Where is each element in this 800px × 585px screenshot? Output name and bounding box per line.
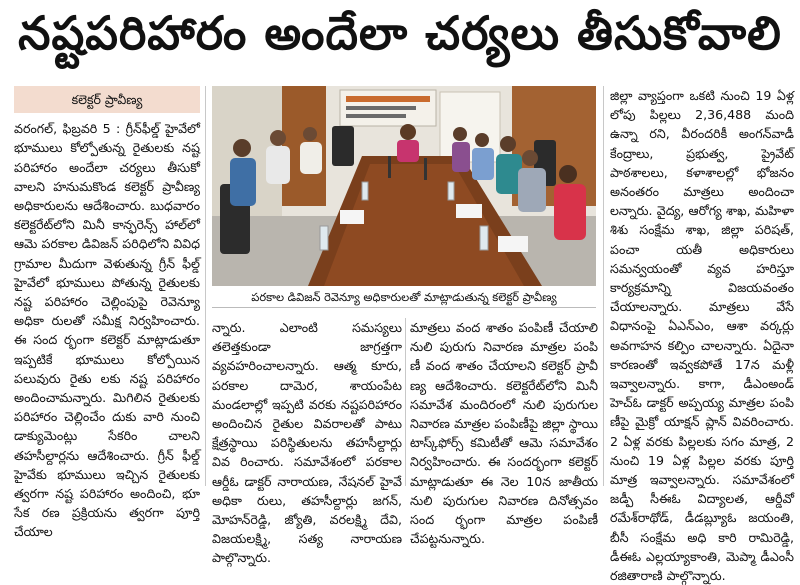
byline: కలెక్టర్ ప్రావీణ్య	[14, 86, 200, 113]
meeting-photo-illustration	[212, 86, 596, 286]
headline: నష్టపరిహారం అందేలా చర్యలు తీసుకోవాలి	[18, 6, 782, 60]
meeting-photo	[212, 86, 596, 286]
article-text: వరంగల్, ఫిబ్రవరి 5 : గ్రీన్‌ఫీల్డ్ హైవేలో భూములు కోల్పోతున్న రైతులకు నష్ట పరిహారం అందేలా చర్యలు తీసుకో వాలని హనుమకొండ కలెక్టర్ ప్రావీణ్య అధికారులను ఆదేశించారు. బుధవారం కలెక్టరేట్‌లోని మినీ కాన్ఫరెన్స్ హాల్‌లో ఆమె పరకాల డివిజన్ పరిధిలోని వివిధ గ్రామాల మీదుగా వెళుతున్న గ్రీన్ ఫీల్డ్ హైవేలో భూములు పోతున్న రైతులకు నష్ట పరిహారం చెల్లింపుపై రెవెన్యూ అధికా రులతో సమీక్ష నిర్వహించారు. ఈ సంద ర్భంగా కలెక్టర్ మాట్లాడుతూ ఇప్పటికే భూములు కోల్పోయిన పలువురు రైతు లకు నష్ట పరిహారం అందించామన్నారు. మిగిలిన రైతులకు పరిహారం చెల్లించేం దుకు వారి నుంచి డాక్యుమెంట్లు సేకరిం చాలని తహసీల్దార్లను ఆదేశించారు. గ్రీన్ ఫీల్డ్ హైవేకు భూములు ఇచ్చిన రైతులకు త్వరగా నష్ట పరిహారం అందించి, భూ సేక రణ ప్రక్రియను త్వరగా పూర్తి చేయాల	[14, 121, 200, 540]
photo-caption: పరకాల డివిజన్ రెవెన్యూ అధికారులతో మాట్లాడుతున్న కలెక్టర్ ప్రావీణ్య	[212, 288, 596, 308]
article-column-1	[14, 86, 200, 540]
article-text: మాత్రలు వంద శాతం పంపిణీ చేయాలి నులి పురుగు నివారణ మాత్రల పంపి ణీ వంద శాతం చేయాలని కలెక్టర్ ప్రావీ ణ్య ఆదేశించారు. కలెక్టరేట్‌లోని మినీ సమావేశ మందిరంలో నులి పురుగుల నివారణ మాత్రల పంపిణీపై జిల్లా స్థాయి టాస్క్‌ఫోర్స్ కమిటీతో ఆమె సమావేశం నిర్వహించారు. ఈ సందర్భంగా కలెక్టర్ మాట్లాడుతూ ఈ నెల 10న జాతీయ నులి పురుగుల నివారణ దినోత్సవం సంద ర్భంగా మాత్రల పంపిణీ చేపట్టనున్నారు.	[410, 320, 598, 547]
article-column-2	[212, 318, 402, 566]
column-rule	[603, 86, 604, 486]
article-text: జిల్లా వ్యాప్తంగా ఒకటి నుంచి 19 ఏళ్ల లోపు పిల్లలు 2,36,488 మంది ఉన్నా రని, వీరందరికీ అంగన్‌వాడీ కేంద్రాలు, ప్రభుత్వ, ప్రైవేట్ పాఠశాలలు, కళాశాలల్లో భోజనం అనంతరం మాత్రలు అందించా లన్నారు. వైద్య, ఆరోగ్య శాఖ, మహిళా శిశు సంక్షేమ శాఖ, జిల్లా పరిషత్, పంచా యతీ అధికారులు సమన్వయంతో వ్యవ హరిస్తూ కార్యక్రమాన్ని విజయవంతం చేయాలన్నారు. మాత్రలు వేసే విధానంపై ఏఎన్ఎం, ఆశా వర్కర్లు అవగాహన కల్పిం చాలన్నారు. ఏదైనా కారణంతో ఇవ్వకపోతే 17న మళ్లీ ఇవ్వాలన్నారు. కాగా, డీఎంఅండ్ హెచ్‌ఓ డాక్టర్ అప్పయ్య మాత్రల పంపి ణీపై మైక్రో యాక్షన్ ప్లాన్ వివరించారు. 2 ఏళ్ల వరకు పిల్లలకు సగం మాత్ర, 2 నుంచి 19 ఏళ్ల పిల్లల వరకు పూర్తి మాత్ర ఇవ్వాలన్నారు. సమావేశంలో జడ్పీ సీఈఓ విద్యాలత, ఆర్డీవో రమేశ్‌రాథోడ్, డీడబ్ల్యూఓ జయంతి, బీసీ సంక్షేమ అధి కారి రామిరెడ్డి, డీఈఓ ఎల్లయ్యాకాంతి, మెప్మా డీఎంసీ రజితారాణి పాల్గొన్నారు.	[610, 88, 794, 584]
column-rule	[405, 318, 406, 486]
article-column-4	[610, 86, 794, 584]
column-rule	[205, 86, 206, 486]
article-text: న్నారు. ఎలాంటి సమస్యలు తలెత్తకుండా జాగ్రత్తగా వ్యవహరించాలన్నారు. ఆత్మ కూరు, పరకాల దామెర, శాయంపేట మండలాల్లో ఇప్పటి వరకు నష్టపరిహారం అందించిన రైతుల వివరాలతో పాటు క్షేత్రస్థాయి పరిస్థితులను తహసీల్దార్లు వివ రించారు. సమావేశంలో పరకాల ఆర్డీఓ డాక్టర్ నారాయణ, నేషనల్ హైవే అధికా రులు, తహసీల్దార్లు జగన్, మోహన్‌రెడ్డి, జ్యోతి, వరలక్ష్మి దేవి, విజయలక్ష్మి, సత్య నారాయణ పాల్గొన్నారు.	[212, 320, 402, 566]
article-column-3	[410, 318, 598, 547]
